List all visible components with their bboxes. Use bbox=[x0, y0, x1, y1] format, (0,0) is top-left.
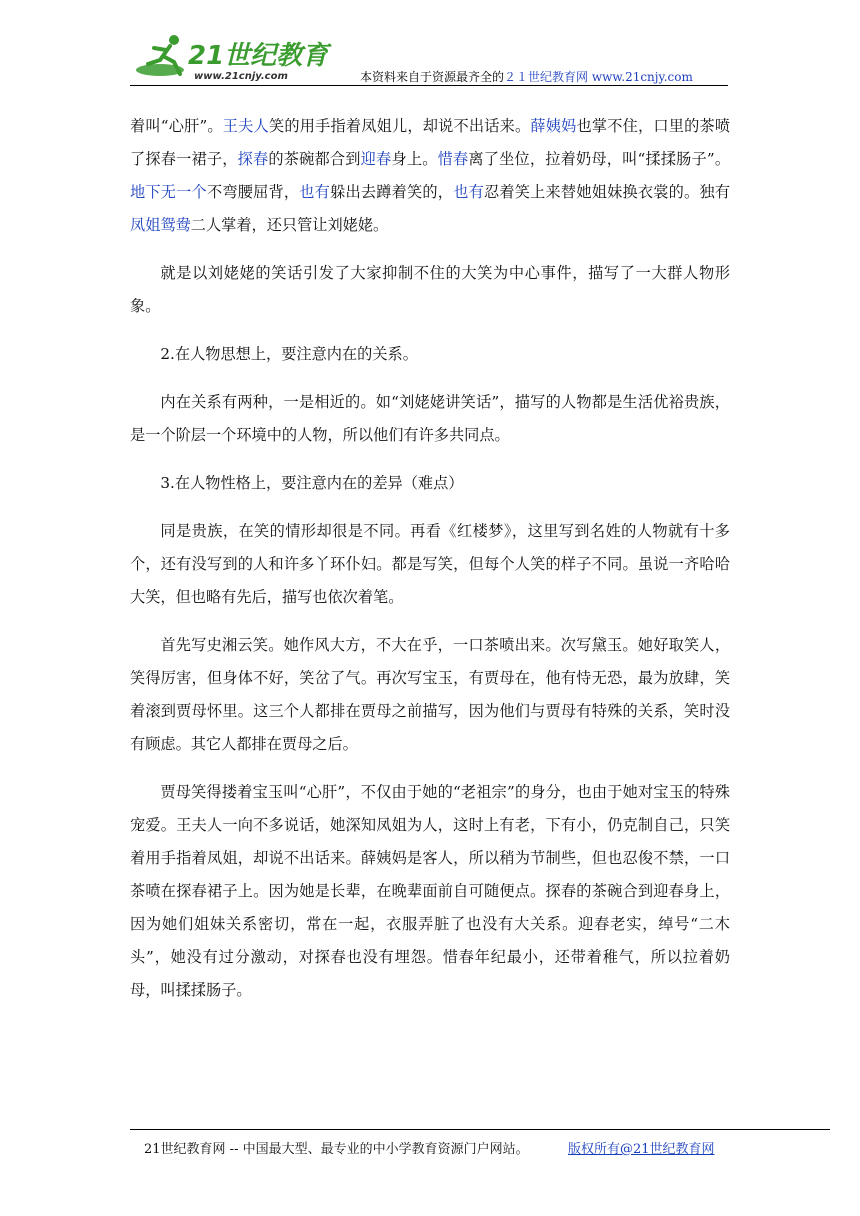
highlighted-term[interactable]: 惜春 bbox=[437, 150, 469, 168]
text-run: 忍着笑上来替她姐妹换衣裳的。独有 bbox=[483, 183, 731, 201]
paragraph-quote bbox=[130, 110, 730, 242]
page-header bbox=[130, 30, 730, 85]
highlighted-term[interactable]: 也有 bbox=[299, 183, 331, 201]
highlighted-term[interactable]: 王夫人 bbox=[222, 117, 269, 135]
footer-copyright-link[interactable]: 版权所有@21世纪教育网 bbox=[568, 1142, 715, 1157]
paragraph: 同是贵族，在笑的情形却很是不同。再看《红楼梦》，这里写到名姓的人物就有十多个，还有没写到的人和许多丫环仆妇。都是写笑，但每个人笑的样子不同。虽说一齐哈哈大笑，但也略有先后，描写也依次着笔。 bbox=[130, 522, 730, 606]
text-run: 笑的用手指着凤姐儿，却说不出话来。 bbox=[268, 117, 531, 135]
text-run: 也掌不住，口里的茶喷了探春一裙子， bbox=[130, 117, 731, 168]
section-heading: 3.在人物性格上，要注意内在的差异（难点） bbox=[160, 474, 464, 492]
footer-text: 21世纪教育网 -- 中国最大型、最专业的中小学教育资源门户网站。 bbox=[144, 1142, 529, 1157]
text-run: 离了坐位，拉着奶母，叫“揉揉肠子”。 bbox=[468, 150, 731, 168]
paragraph: 贾母笑得搂着宝玉叫“心肝”，不仅由于她的“老祖宗”的身分，也由于她对宝玉的特殊宠爱。王夫人一向不多说话，她深知凤姐为人，这时上有老，下有小，仍克制自己，只笑着用手指着凤姐，却说不出话来。薛姨妈是客人，所以稍为节制些，但也忍俊不禁，一口茶喷在探春裙子上。因为她是长辈，在晚辈面前自可随便点。探春的茶碗合到迎春身上，因为她们姐妹关系密切，常在一起，衣服弄脏了也没有大关系。迎春老实，绰号“二木头”，她没有过分激动，对探春也没有埋怨。惜春年纪最小，还带着稚气，所以拉着奶母，叫揉揉肠子。 bbox=[130, 783, 730, 999]
site-logo bbox=[130, 30, 340, 85]
header-divider bbox=[130, 85, 728, 86]
logo-url: www.21cnjy.com bbox=[194, 71, 288, 82]
header-source-note bbox=[360, 68, 693, 85]
header-note-prefix: 本资料来自于资源最齐全的 bbox=[360, 70, 505, 84]
text-run: 躲出去蹲着笑的， bbox=[330, 183, 454, 201]
text-run: 身上。 bbox=[391, 150, 438, 168]
highlighted-term[interactable]: 地下无一个 bbox=[130, 183, 207, 201]
paragraph: 首先写史湘云笑。她作风大方，不大在乎，一口茶喷出来。次写黛玉。她好取笑人，笑得厉害，但身体不好，笑岔了气。再次写宝玉，有贾母在，他有恃无恐，最为放肆，笑着滚到贾母怀里。这三个人都排在贾母之前描写，因为他们与贾母有特殊的关系，笑时没有顾虑。其它人都排在贾母之后。 bbox=[130, 636, 730, 753]
highlighted-term[interactable]: 也有 bbox=[453, 183, 484, 201]
paragraph: 内在关系有两种，一是相近的。如“刘姥姥讲笑话”，描写的人物都是生活优裕贵族，是一个阶层一个环境中的人物，所以他们有许多共同点。 bbox=[130, 393, 730, 444]
highlighted-term[interactable]: 探春 bbox=[237, 150, 269, 168]
paragraph: 就是以刘姥姥的笑话引发了大家抑制不住的大笑为中心事件，描写了一大群人物形象。 bbox=[130, 264, 730, 315]
text-run: 二人掌着，还只管让刘姥姥。 bbox=[190, 216, 389, 234]
section-heading: 2.在人物思想上，要注意内在的关系。 bbox=[160, 345, 418, 363]
text-run: 的茶碗都合到 bbox=[268, 150, 361, 168]
highlighted-term[interactable]: 迎春 bbox=[360, 150, 392, 168]
highlighted-term[interactable]: 薛姨妈 bbox=[530, 117, 577, 135]
logo-text: 21世纪教育 bbox=[188, 41, 329, 71]
text-run: 不弯腰屈背， bbox=[206, 183, 300, 201]
document-body bbox=[130, 110, 730, 1022]
footer-divider bbox=[130, 1129, 830, 1130]
text-run: 着叫“心肝”。 bbox=[130, 117, 223, 135]
header-note-site[interactable]: ２１世纪教育网 bbox=[504, 70, 589, 84]
header-note-url[interactable]: www.21cnjy.com bbox=[591, 70, 693, 84]
highlighted-term[interactable]: 凤姐鸳鸯 bbox=[130, 216, 191, 234]
